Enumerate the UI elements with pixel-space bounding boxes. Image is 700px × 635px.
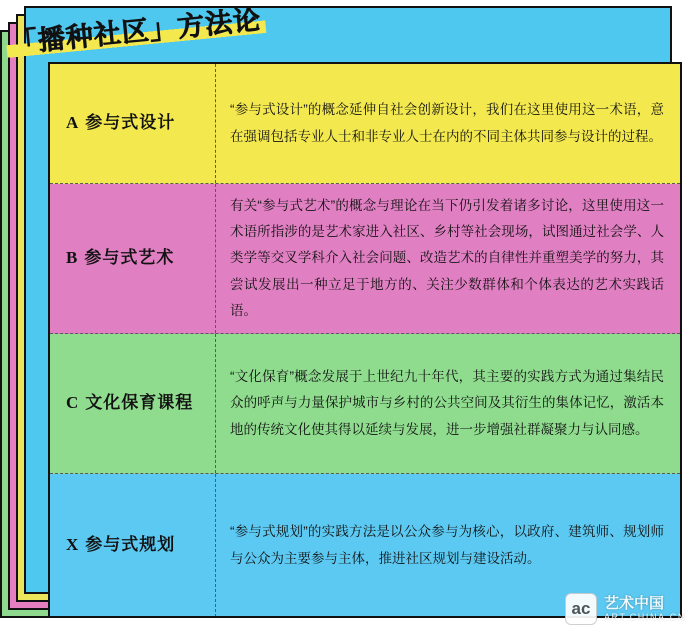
- table-row: [50, 184, 680, 334]
- row-label-text-c: [66, 392, 193, 414]
- methodology-table: [48, 62, 682, 618]
- watermark: [565, 593, 686, 625]
- row-label-text-x: [66, 534, 175, 556]
- row-label-text-a: [66, 112, 175, 134]
- row-key-x: X: [66, 535, 80, 555]
- watermark-logo-icon: ac: [565, 593, 597, 625]
- row-text-b: 有关“参与式艺术”的概念与理论在当下仍引发着诸多讨论，这里使用这一术语所指涉的是艺术家进入社区、乡村等社会现场，试图通过社会学、人类学等交叉学科介入社会问题、改造艺术的自律性并重塑美学的努力，其尝试发展出一种立足于地方的、关注少数群体和个体表达的艺术实践话语。: [230, 197, 664, 318]
- row-label-x: [50, 474, 216, 617]
- row-title-a: 参与式设计: [85, 113, 176, 133]
- row-key-c: C: [66, 393, 80, 413]
- poster-title-text: 「播种社区」方法论: [4, 0, 267, 61]
- row-body-c: [216, 334, 680, 473]
- row-label-text-b: [66, 247, 174, 269]
- watermark-name-en: ART.CHINA.CN: [603, 612, 686, 623]
- row-text-c: “文化保育”概念发展于上世纪九十年代，其主要的实践方式为通过集结民众的呼声与力量保护城市与乡村的公共空间及其衍生的集体记忆，激活本地的传统文化使其得以延续与发展，进一步增强社群凝聚力与认同感。: [230, 369, 664, 437]
- watermark-name-cn: 艺术中国: [603, 595, 664, 613]
- row-body-b: [216, 184, 680, 333]
- row-text-x: “参与式规划”的实践方法是以公众参与为核心，以政府、建筑师、规划师与公众为主要参与主体，推进社区规划与建设活动。: [230, 524, 664, 566]
- row-key-a: A: [66, 113, 80, 133]
- row-label-c: [50, 334, 216, 473]
- row-text-a: “参与式设计”的概念延伸自社会创新设计，我们在这里使用这一术语，意在强调包括专业人士和非专业人士在内的不同主体共同参与设计的过程。: [230, 102, 664, 144]
- table-row: [50, 334, 680, 474]
- row-title-x: 参与式规划: [85, 535, 176, 555]
- row-title-c: 文化保育课程: [85, 393, 194, 413]
- row-body-a: [216, 64, 680, 183]
- row-label-b: [50, 184, 216, 333]
- row-key-b: B: [66, 248, 79, 268]
- watermark-texts: [604, 595, 686, 623]
- table-row: [50, 64, 680, 184]
- row-label-a: [50, 64, 216, 183]
- row-title-b: 参与式艺术: [84, 248, 175, 268]
